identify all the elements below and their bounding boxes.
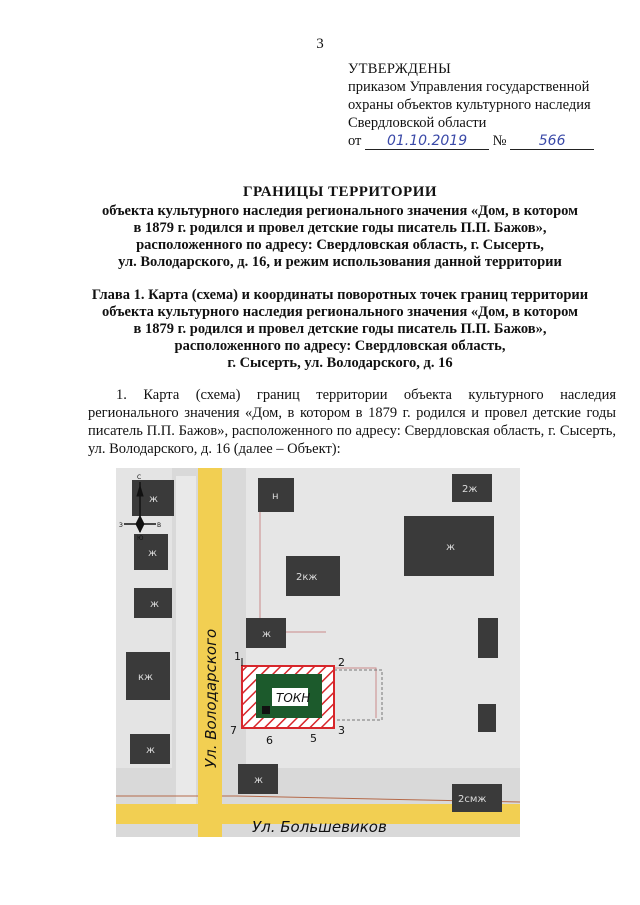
- compass-north: С: [137, 474, 142, 481]
- approval-line-3: Свердловской области: [348, 115, 487, 131]
- number-label: №: [492, 133, 507, 149]
- chapter-line-4: расположенного по адресу: Свердловская область,: [174, 338, 506, 354]
- label-residential: ж: [146, 745, 156, 756]
- boundary-map: [116, 468, 520, 837]
- street-label-bolshevikov: Ул. Большевиков: [252, 818, 387, 836]
- page-number: 3: [316, 36, 324, 52]
- chapter-line-3: в 1879 г. родился и провел детские годы писатель П.П. Бажов»,: [133, 321, 547, 337]
- chapter-line-1: Глава 1. Карта (схема) и координаты поворотных точек границ территории: [91, 287, 589, 303]
- chapter-heading: [40, 287, 640, 372]
- document-title: [40, 184, 640, 271]
- label-two-storey: 2ж: [462, 484, 478, 495]
- approval-line-1: приказом Управления государственной: [348, 79, 590, 95]
- point-1: 1: [234, 650, 241, 663]
- chapter-line-2: объекта культурного наследия регионального значения «Дом, в котором: [101, 304, 579, 320]
- compass-west: З: [119, 522, 123, 529]
- point-7: 7: [230, 724, 237, 737]
- compass-east: В: [157, 522, 162, 529]
- body-paragraph: 1. Карта (схема) границ территории объекта культурного наследия регионального значения «Дом, в котором в 1879 г. родился и провел детские годы писатель П.П. Бажов», расположенного по адресу: Свердловская область, г. Сысерть, ул. Володарского, д. 16 (далее – Объект):: [88, 387, 616, 457]
- compass-south: Ю: [137, 535, 144, 542]
- label-two-storey-stone: 2кж: [296, 572, 318, 583]
- point-6: 6: [266, 734, 273, 747]
- label-residential: ж: [149, 494, 159, 505]
- title-line-2: в 1879 г. родился и провел детские годы писатель П.П. Бажов»,: [133, 220, 547, 236]
- from-label: от: [348, 133, 362, 149]
- approval-date-line: [348, 132, 638, 150]
- street-label-volodarskogo: Ул. Володарского: [202, 628, 220, 768]
- label-residential: ж: [254, 775, 264, 786]
- label-residential: ж: [150, 599, 160, 610]
- label-residential: ж: [446, 542, 456, 553]
- approval-stamp: [348, 60, 638, 150]
- approval-line-2: охраны объектов культурного наследия: [348, 97, 591, 113]
- label-residential: ж: [262, 629, 272, 640]
- handwritten-date: 01.10.2019: [365, 133, 489, 150]
- point-3: 3: [338, 724, 345, 737]
- title-heading: ГРАНИЦЫ ТЕРРИТОРИИ: [242, 184, 438, 200]
- building-residential: [478, 618, 498, 658]
- building-residential: [478, 704, 496, 732]
- point-5: 5: [310, 732, 317, 745]
- label-two-storey-mixed: 2смж: [458, 794, 487, 805]
- label-stone: кж: [138, 672, 154, 683]
- label-nonresidential: н: [272, 491, 279, 502]
- point-2: 2: [338, 656, 345, 669]
- title-line-1: объекта культурного наследия регионального значения «Дом, в котором: [101, 203, 579, 219]
- chapter-line-5: г. Сысерть, ул. Володарского, д. 16: [227, 355, 453, 371]
- approval-heading: УТВЕРЖДЕНЫ: [348, 61, 452, 77]
- label-residential: ж: [148, 548, 158, 559]
- title-line-4: ул. Володарского, д. 16, и режим использования данной территории: [118, 254, 562, 270]
- object-label: ТОКН: [276, 691, 311, 705]
- object-territory: [242, 666, 334, 728]
- handwritten-number: 566: [510, 133, 594, 150]
- map-canvas: [116, 468, 520, 837]
- title-line-3: расположенного по адресу: Свердловская область, г. Сысерть,: [136, 237, 544, 253]
